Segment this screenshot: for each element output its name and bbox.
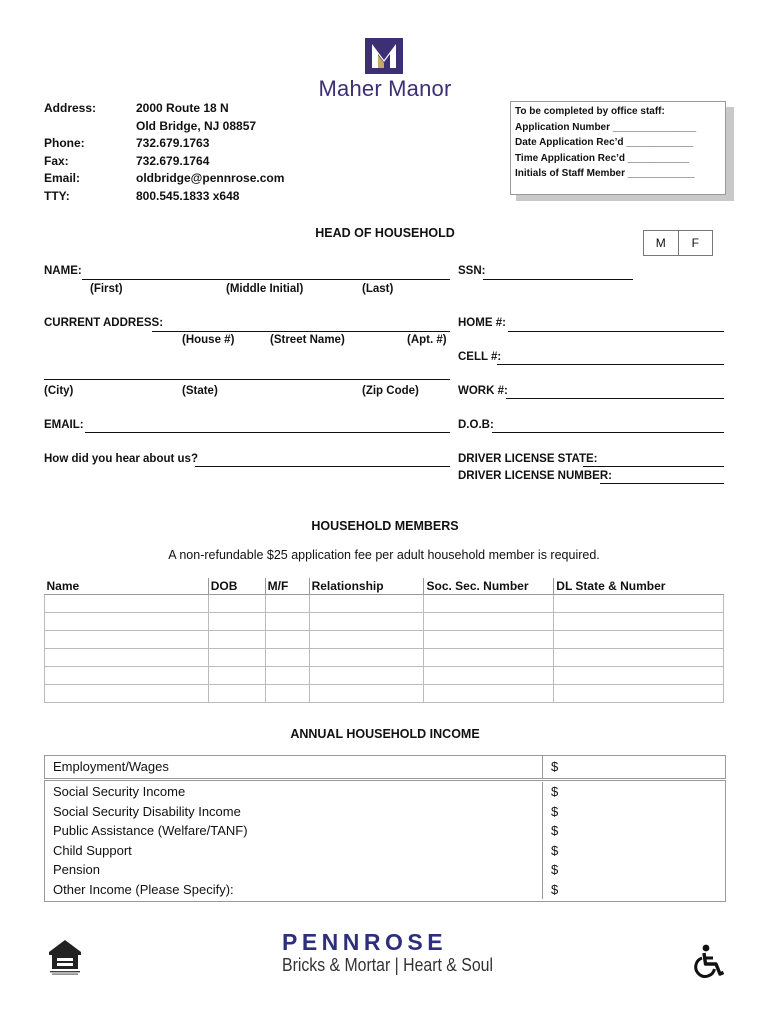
office-use-box	[510, 101, 726, 195]
email-label: Email:	[44, 171, 81, 185]
col-dl: DL State & Number	[554, 578, 724, 595]
income-label: Public Assistance (Welfare/TANF)	[45, 821, 543, 841]
household-members-table	[44, 578, 724, 703]
zip-code-hint: (Zip Code)	[362, 385, 419, 397]
income-row	[45, 802, 725, 822]
table-row	[45, 649, 724, 667]
household-members-title: HOUSEHOLD MEMBERS	[311, 519, 459, 533]
fax-value: 732.679.1764	[136, 153, 210, 168]
table-row	[45, 631, 724, 649]
income-row	[45, 860, 725, 880]
contact-labels	[44, 100, 96, 205]
income-label: Child Support	[45, 841, 543, 861]
pennrose-logo: PENNROSE	[282, 929, 448, 955]
income-label: Employment/Wages	[45, 756, 543, 778]
annual-income-title: ANNUAL HOUSEHOLD INCOME	[290, 727, 480, 741]
income-amount-field[interactable]: $	[551, 862, 559, 877]
tty-value: 800.545.1833 x648	[136, 188, 240, 203]
col-gender: M/F	[265, 578, 309, 595]
fax-label: Fax:	[44, 153, 69, 168]
ssn-label: SSN:	[458, 265, 486, 277]
ssn-field[interactable]	[483, 279, 633, 280]
contact-values	[136, 100, 284, 205]
table-row	[45, 685, 724, 703]
name-field[interactable]	[82, 279, 450, 280]
income-label: Social Security Income	[45, 782, 543, 802]
address-label: Address:	[44, 101, 97, 115]
apt-number-hint: (Apt. #)	[407, 334, 447, 346]
referral-label: How did you hear about us?	[44, 453, 198, 465]
income-employment-box	[44, 755, 726, 779]
income-amount-field[interactable]: $	[551, 842, 559, 858]
email-value: oldbridge@pennrose.com	[136, 171, 285, 185]
income-label: Other Income (Please Specify):	[45, 880, 543, 900]
office-title: To be completed by office staff:	[515, 106, 665, 117]
cell-phone-field[interactable]	[497, 364, 724, 365]
income-other-box	[44, 780, 726, 902]
table-row	[45, 667, 724, 685]
income-row	[45, 880, 725, 900]
email-field-label: EMAIL:	[44, 419, 84, 431]
office-staff-initials[interactable]: Initials of Staff Member ____________	[515, 168, 695, 179]
income-label: Pension	[45, 860, 543, 880]
col-dob: DOB	[208, 578, 265, 595]
house-number-hint: (House #)	[182, 334, 235, 346]
income-amount-field[interactable]: $	[551, 759, 559, 774]
dob-field[interactable]	[492, 432, 724, 433]
income-row	[45, 782, 725, 802]
table-row	[45, 613, 724, 631]
work-phone-field[interactable]	[506, 398, 724, 399]
office-time-received[interactable]: Time Application Rec’d ___________	[515, 152, 689, 164]
wheelchair-accessible-icon	[694, 944, 726, 978]
last-name-hint: (Last)	[362, 283, 394, 295]
dl-number-label: DRIVER LICENSE NUMBER:	[458, 470, 612, 482]
work-phone-label: WORK #:	[458, 385, 508, 397]
office-application-number[interactable]: Application Number _______________	[515, 121, 697, 133]
income-amount-field[interactable]: $	[551, 803, 559, 819]
first-name-hint: (First)	[90, 283, 123, 295]
street-name-hint: (Street Name)	[270, 334, 345, 346]
gender-m-option[interactable]: M	[644, 231, 679, 255]
table-header-row	[45, 578, 724, 595]
income-amount-field[interactable]: $	[551, 823, 559, 838]
cell-phone-label: CELL #:	[458, 351, 502, 363]
pennrose-tagline: Bricks & Mortar | Heart & Soul	[282, 955, 493, 975]
referral-field[interactable]	[195, 466, 450, 467]
city-hint: (City)	[44, 385, 74, 397]
income-label: Social Security Disability Income	[45, 802, 543, 822]
table-row	[45, 595, 724, 613]
phone-label: Phone:	[44, 136, 85, 150]
application-fee-note: A non-refundable $25 application fee per adult household member is required.	[168, 548, 600, 562]
col-ssn: Soc. Sec. Number	[424, 578, 554, 595]
phone-value: 732.679.1763	[136, 136, 210, 150]
maher-manor-logo-icon	[365, 38, 403, 74]
home-phone-label: HOME #:	[458, 317, 506, 329]
dl-number-field[interactable]	[600, 483, 724, 484]
address-line-1: 2000 Route 18 N	[136, 101, 229, 115]
income-amount-field[interactable]: $	[551, 881, 559, 897]
income-row	[45, 841, 725, 861]
city-state-zip-field[interactable]	[44, 379, 450, 380]
middle-initial-hint: (Middle Initial)	[226, 283, 304, 295]
col-name: Name	[45, 578, 209, 595]
email-field[interactable]	[85, 432, 450, 433]
logo-name: Maher Manor	[318, 76, 452, 101]
head-of-household-title: HEAD OF HOUSEHOLD	[315, 226, 455, 240]
dl-state-label: DRIVER LICENSE STATE:	[458, 453, 598, 465]
office-date-received[interactable]: Date Application Rec’d ____________	[515, 137, 694, 148]
state-hint: (State)	[182, 385, 218, 397]
tty-label: TTY:	[44, 188, 70, 203]
address-line-2: Old Bridge, NJ 08857	[136, 118, 257, 133]
income-row-employment	[45, 756, 725, 778]
equal-housing-opportunity-icon	[46, 938, 84, 976]
dl-state-field[interactable]	[583, 466, 724, 467]
home-phone-field[interactable]	[508, 331, 724, 332]
name-label: NAME:	[44, 265, 82, 277]
current-address-field[interactable]	[152, 331, 450, 332]
col-relationship: Relationship	[309, 578, 424, 595]
income-amount-field[interactable]: $	[551, 784, 559, 799]
gender-selector	[643, 230, 713, 256]
gender-f-option[interactable]: F	[691, 236, 699, 250]
income-row	[45, 821, 725, 841]
current-address-label: CURRENT ADDRESS:	[44, 317, 164, 329]
dob-label: D.O.B:	[458, 419, 494, 431]
